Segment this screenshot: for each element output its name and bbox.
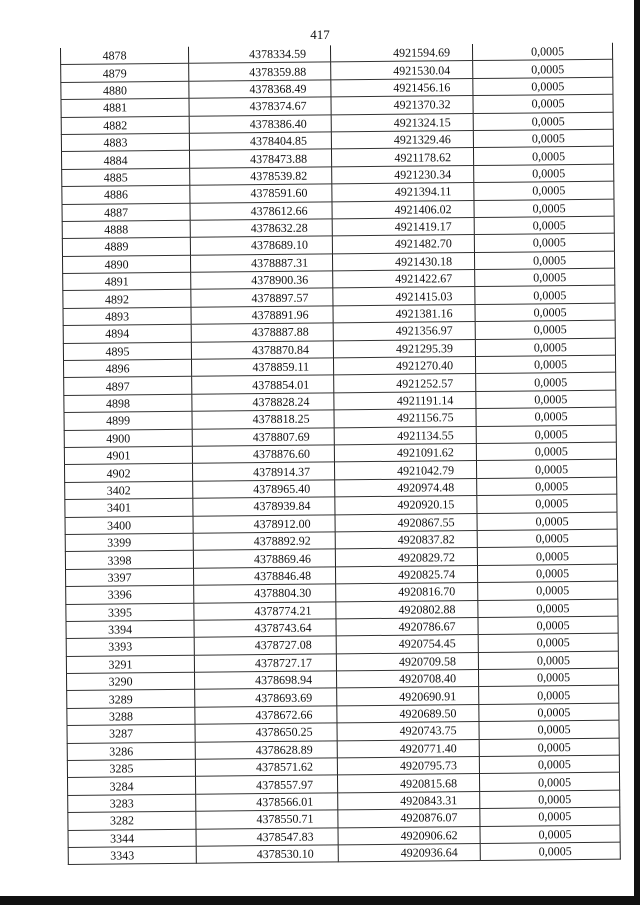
x-coordinate-cell: 4378689.10 [190, 236, 332, 255]
value-cell: 0,0005 [477, 477, 617, 496]
x-coordinate-cell: 4378939.84 [193, 497, 335, 516]
value-cell: 0,0005 [474, 251, 614, 270]
y-coordinate-cell: 4921356.97 [333, 322, 475, 341]
x-coordinate-cell: 4378672.66 [195, 706, 337, 725]
x-coordinate-cell: 4378359.88 [189, 62, 331, 81]
x-coordinate-cell: 4378693.69 [195, 688, 337, 707]
value-cell: 0,0005 [474, 216, 614, 235]
y-coordinate-cell: 4921381.16 [333, 304, 475, 323]
point-number-cell: 3286 [67, 742, 195, 761]
x-coordinate-cell: 4378557.97 [196, 775, 338, 794]
y-coordinate-cell: 4920843.31 [338, 791, 480, 810]
x-coordinate-cell: 4378650.25 [195, 723, 337, 742]
point-number-cell: 4883 [61, 133, 189, 152]
y-coordinate-cell: 4921270.40 [333, 357, 475, 376]
x-coordinate-cell: 4378887.31 [190, 254, 332, 273]
point-number-cell: 4887 [62, 203, 190, 222]
point-number-cell: 4890 [62, 255, 190, 274]
x-coordinate-cell: 4378774.21 [194, 601, 336, 620]
point-number-cell: 3287 [67, 724, 195, 743]
x-coordinate-cell: 4378743.64 [194, 619, 336, 638]
y-coordinate-cell: 4921370.32 [331, 96, 473, 115]
value-cell: 0,0005 [475, 338, 615, 357]
point-number-cell: 3402 [65, 481, 193, 500]
value-cell: 0,0005 [479, 738, 619, 757]
x-coordinate-cell: 4378334.59 [188, 45, 330, 63]
point-number-cell: 3397 [66, 568, 194, 587]
value-cell: 0,0005 [478, 633, 618, 652]
point-number-cell: 4891 [63, 272, 191, 291]
coordinates-table [60, 43, 621, 866]
point-number-cell: 3396 [66, 585, 194, 604]
x-coordinate-cell: 4378876.60 [192, 445, 334, 464]
x-coordinate-cell: 4378473.88 [189, 149, 331, 168]
x-coordinate-cell: 4378892.92 [193, 532, 335, 551]
y-coordinate-cell: 4920829.72 [335, 548, 477, 567]
value-cell: 0,0005 [472, 43, 612, 61]
y-coordinate-cell: 4920837.82 [335, 530, 477, 549]
x-coordinate-cell: 4378539.82 [190, 167, 332, 186]
point-number-cell: 4893 [63, 307, 191, 326]
y-coordinate-cell: 4920974.48 [335, 478, 477, 497]
point-number-cell: 4888 [62, 220, 190, 239]
y-coordinate-cell: 4921329.46 [331, 130, 473, 149]
x-coordinate-cell: 4378571.62 [195, 758, 337, 777]
x-coordinate-cell: 4378628.89 [195, 740, 337, 759]
value-cell: 0,0005 [480, 842, 620, 861]
point-number-cell: 4889 [62, 238, 190, 257]
point-number-cell: 4882 [61, 116, 189, 135]
point-number-cell: 3399 [65, 533, 193, 552]
point-number-cell: 4879 [61, 64, 189, 83]
x-coordinate-cell: 4378807.69 [192, 427, 334, 446]
point-number-cell: 3283 [68, 794, 196, 813]
point-number-cell: 4881 [61, 98, 189, 117]
x-coordinate-cell: 4378698.94 [194, 671, 336, 690]
x-coordinate-cell: 4378846.48 [193, 567, 335, 586]
x-coordinate-cell: 4378914.37 [192, 462, 334, 481]
point-number-cell: 3400 [65, 516, 193, 535]
point-number-cell: 4885 [62, 168, 190, 187]
value-cell: 0,0005 [477, 547, 617, 566]
y-coordinate-cell: 4921091.62 [334, 444, 476, 463]
value-cell: 0,0005 [479, 686, 619, 705]
value-cell: 0,0005 [479, 773, 619, 792]
x-coordinate-cell: 4378900.36 [191, 271, 333, 290]
x-coordinate-cell: 4378374.67 [189, 97, 331, 116]
y-coordinate-cell: 4921430.18 [332, 252, 474, 271]
value-cell: 0,0005 [477, 512, 617, 531]
y-coordinate-cell: 4920920.15 [335, 496, 477, 515]
point-number-cell: 4899 [64, 411, 192, 430]
value-cell: 0,0005 [477, 529, 617, 548]
value-cell: 0,0005 [476, 373, 616, 392]
value-cell: 0,0005 [475, 355, 615, 374]
x-coordinate-cell: 4378870.84 [191, 341, 333, 360]
x-coordinate-cell: 4378804.30 [194, 584, 336, 603]
y-coordinate-cell: 4920876.07 [338, 809, 480, 828]
y-coordinate-cell: 4921191.14 [334, 391, 476, 410]
x-coordinate-cell: 4378530.10 [196, 845, 338, 864]
value-cell: 0,0005 [473, 94, 613, 113]
point-number-cell: 3289 [67, 690, 195, 709]
x-coordinate-cell: 4378566.01 [196, 793, 338, 812]
point-number-cell: 4892 [63, 290, 191, 309]
y-coordinate-cell: 4920825.74 [335, 565, 477, 584]
value-cell: 0,0005 [474, 164, 614, 183]
y-coordinate-cell: 4920906.62 [338, 826, 480, 845]
value-cell: 0,0005 [480, 807, 620, 826]
x-coordinate-cell: 4378550.71 [196, 810, 338, 829]
x-coordinate-cell: 4378547.83 [196, 827, 338, 846]
point-number-cell: 3398 [65, 551, 193, 570]
value-cell: 0,0005 [476, 460, 616, 479]
y-coordinate-cell: 4921324.15 [331, 113, 473, 132]
scan-edge-right [634, 0, 640, 905]
value-cell: 0,0005 [476, 390, 616, 409]
value-cell: 0,0005 [478, 651, 618, 670]
value-cell: 0,0005 [476, 407, 616, 426]
coordinates-table-wrap [60, 43, 621, 866]
x-coordinate-cell: 4378828.24 [192, 393, 334, 412]
value-cell: 0,0005 [478, 599, 618, 618]
point-number-cell: 4900 [64, 429, 192, 448]
x-coordinate-cell: 4378897.57 [191, 288, 333, 307]
y-coordinate-cell: 4920743.75 [337, 722, 479, 741]
y-coordinate-cell: 4920709.58 [336, 652, 478, 671]
value-cell: 0,0005 [474, 233, 614, 252]
point-number-cell: 4898 [64, 394, 192, 413]
y-coordinate-cell: 4920690.91 [337, 687, 479, 706]
y-coordinate-cell: 4921456.16 [331, 78, 473, 97]
value-cell: 0,0005 [473, 147, 613, 166]
y-coordinate-cell: 4921230.34 [332, 165, 474, 184]
point-number-cell: 4886 [62, 185, 190, 204]
y-coordinate-cell: 4921394.11 [332, 183, 474, 202]
point-number-cell: 3395 [66, 603, 194, 622]
point-number-cell: 3401 [65, 498, 193, 517]
point-number-cell: 4895 [63, 342, 191, 361]
point-number-cell: 3393 [66, 638, 194, 657]
point-number-cell: 3285 [67, 759, 195, 778]
value-cell: 0,0005 [479, 755, 619, 774]
x-coordinate-cell: 4378887.88 [191, 323, 333, 342]
point-number-cell: 3288 [67, 707, 195, 726]
point-number-cell: 4878 [60, 47, 188, 65]
y-coordinate-cell: 4920867.55 [335, 513, 477, 532]
x-coordinate-cell: 4378869.46 [193, 549, 335, 568]
point-number-cell: 3344 [68, 829, 196, 848]
point-number-cell: 3290 [67, 672, 195, 691]
point-number-cell: 4894 [63, 325, 191, 344]
value-cell: 0,0005 [478, 668, 618, 687]
x-coordinate-cell: 4378891.96 [191, 306, 333, 325]
y-coordinate-cell: 4921419.17 [332, 217, 474, 236]
y-coordinate-cell: 4921178.62 [331, 148, 473, 167]
y-coordinate-cell: 4921156.75 [334, 409, 476, 428]
y-coordinate-cell: 4920771.40 [337, 739, 479, 758]
x-coordinate-cell: 4378591.60 [190, 184, 332, 203]
value-cell: 0,0005 [478, 581, 618, 600]
x-coordinate-cell: 4378632.28 [190, 219, 332, 238]
y-coordinate-cell: 4920936.64 [338, 843, 480, 862]
value-cell: 0,0005 [474, 181, 614, 200]
value-cell: 0,0005 [477, 564, 617, 583]
value-cell: 0,0005 [475, 303, 615, 322]
point-number-cell: 3394 [66, 620, 194, 639]
page-number: 417 [310, 27, 330, 42]
x-coordinate-cell: 4378386.40 [189, 114, 331, 133]
x-coordinate-cell: 4378404.85 [189, 132, 331, 151]
point-number-cell: 3282 [68, 811, 196, 830]
value-cell: 0,0005 [475, 268, 615, 287]
y-coordinate-cell: 4921530.04 [331, 61, 473, 80]
x-coordinate-cell: 4378727.08 [194, 636, 336, 655]
y-coordinate-cell: 4921422.67 [333, 270, 475, 289]
value-cell: 0,0005 [473, 77, 613, 96]
x-coordinate-cell: 4378612.66 [190, 201, 332, 220]
value-cell: 0,0005 [479, 703, 619, 722]
value-cell: 0,0005 [473, 60, 613, 79]
point-number-cell: 4901 [64, 446, 192, 465]
y-coordinate-cell: 4921415.03 [333, 287, 475, 306]
y-coordinate-cell: 4920816.70 [336, 583, 478, 602]
x-coordinate-cell: 4378854.01 [192, 375, 334, 394]
y-coordinate-cell: 4921295.39 [333, 339, 475, 358]
y-coordinate-cell: 4920795.73 [337, 757, 479, 776]
y-coordinate-cell: 4920815.68 [337, 774, 479, 793]
value-cell: 0,0005 [473, 129, 613, 148]
y-coordinate-cell: 4920802.88 [336, 600, 478, 619]
value-cell: 0,0005 [474, 199, 614, 218]
y-coordinate-cell: 4921252.57 [334, 374, 476, 393]
y-coordinate-cell: 4921482.70 [332, 235, 474, 254]
value-cell: 0,0005 [473, 112, 613, 131]
value-cell: 0,0005 [475, 286, 615, 305]
x-coordinate-cell: 4378859.11 [191, 358, 333, 377]
point-number-cell: 4897 [64, 377, 192, 396]
y-coordinate-cell: 4921406.02 [332, 200, 474, 219]
x-coordinate-cell: 4378368.49 [189, 80, 331, 99]
y-coordinate-cell: 4921134.55 [334, 426, 476, 445]
y-coordinate-cell: 4921042.79 [334, 461, 476, 480]
x-coordinate-cell: 4378727.17 [194, 654, 336, 673]
point-number-cell: 3343 [68, 846, 196, 865]
value-cell: 0,0005 [478, 616, 618, 635]
coordinates-table-body [60, 43, 620, 865]
y-coordinate-cell: 4920689.50 [337, 704, 479, 723]
point-number-cell: 4884 [61, 151, 189, 170]
point-number-cell: 4902 [65, 464, 193, 483]
x-coordinate-cell: 4378965.40 [193, 480, 335, 499]
value-cell: 0,0005 [479, 720, 619, 739]
point-number-cell: 3291 [66, 655, 194, 674]
value-cell: 0,0005 [477, 494, 617, 513]
value-cell: 0,0005 [480, 790, 620, 809]
scan-edge-bottom [0, 896, 640, 905]
point-number-cell: 4896 [64, 359, 192, 378]
point-number-cell: 3284 [68, 777, 196, 796]
y-coordinate-cell: 4920708.40 [336, 670, 478, 689]
y-coordinate-cell: 4920754.45 [336, 635, 478, 654]
value-cell: 0,0005 [476, 425, 616, 444]
value-cell: 0,0005 [480, 825, 620, 844]
x-coordinate-cell: 4378912.00 [193, 514, 335, 533]
value-cell: 0,0005 [475, 320, 615, 339]
point-number-cell: 4880 [61, 81, 189, 100]
y-coordinate-cell: 4920786.67 [336, 617, 478, 636]
value-cell: 0,0005 [476, 442, 616, 461]
x-coordinate-cell: 4378818.25 [192, 410, 334, 429]
y-coordinate-cell: 4921594.69 [330, 44, 472, 62]
